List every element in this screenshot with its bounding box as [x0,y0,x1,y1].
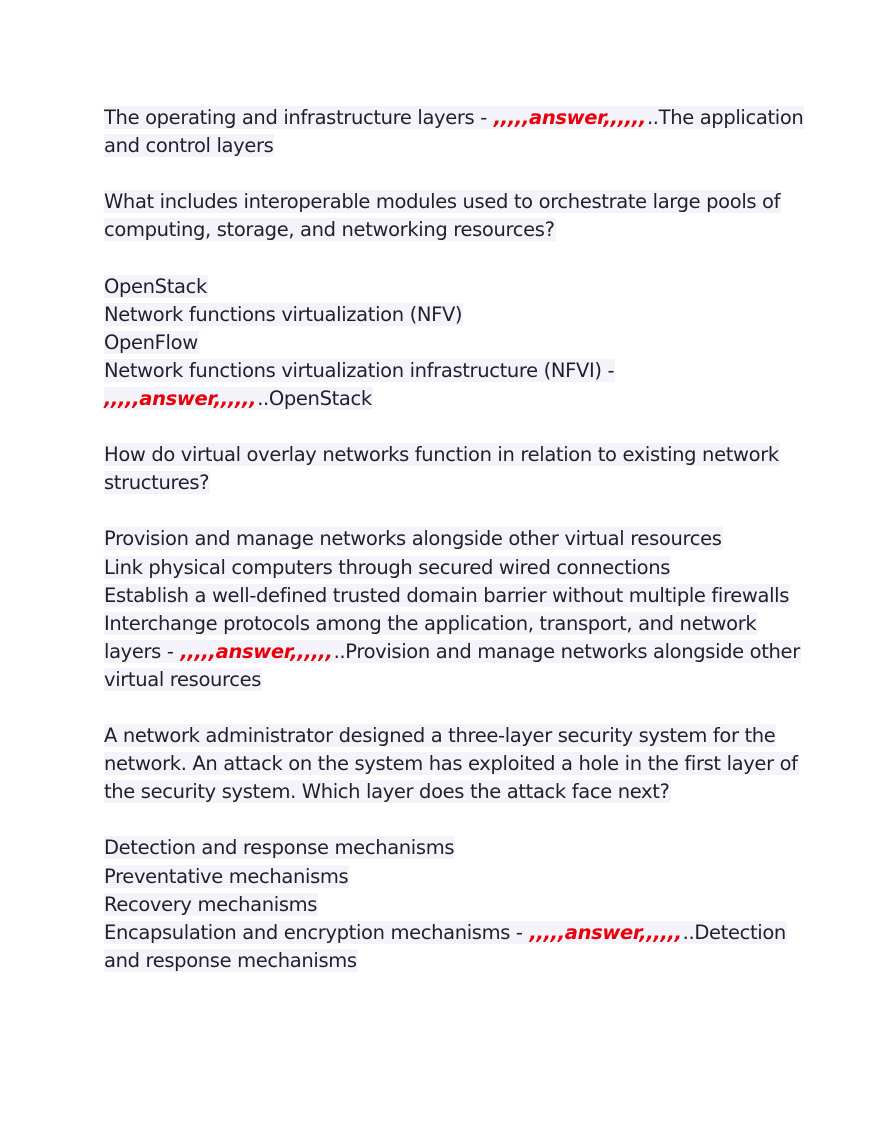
q1-answer-text: ..The application [646,106,804,129]
q2-question-line [104,188,781,216]
answer-marker: ,,,,,answer,,,,,, [529,920,682,944]
answer-marker: ,,,,,answer,,,,,, [104,386,257,410]
q4-answer-line [104,919,786,947]
q1-answer-line [104,104,804,132]
q2-answer-text: ..OpenStack [257,386,372,410]
q2-option-text: OpenFlow [104,330,198,354]
q3-question-text: How do virtual overlay networks function in relation to existing network [104,443,779,467]
q2-option-text: Network functions virtualization infrastructure (NFVI) - [104,358,615,382]
q2-question-text: What includes interoperable modules used to orchestrate large pools of [104,190,781,214]
q3-option [104,582,790,610]
q4-option-text: Detection and response mechanisms [104,836,455,860]
q4-question-line [104,722,774,750]
q2-question-line [104,216,774,244]
q2-question-text: computing, storage, and networking resources? [104,218,555,242]
q2-option [104,301,774,329]
q4-answer-text-cont: and response mechanisms [104,948,357,972]
document-body [104,104,804,975]
q2-option-text: Network functions virtualization (NFV) [104,302,463,326]
q3-answer-continuation [104,666,774,694]
q2-answer-line [104,385,774,413]
q4-option-text: Preventative mechanisms [104,864,349,888]
q2-option [104,273,774,301]
q3-answer-text: ..Provision and manage networks alongside other [333,639,800,663]
q1-answer-text-cont: and control layers [104,134,274,158]
q4-answer-continuation [104,947,774,975]
q4-option [104,891,774,919]
q3-option [104,525,774,553]
q3-option-text: Provision and manage networks alongside other virtual resources [104,527,722,551]
q2-option [104,357,774,385]
q1-text-before-marker: The operating and infrastructure layers - [104,106,493,129]
answer-marker: ,,,,,answer,,,,,, [493,106,646,129]
q4-question-line [104,778,774,806]
q3-answer-line [104,638,800,666]
spacer [104,413,774,441]
q2-option-text: OpenStack [104,274,207,298]
q3-question-text: structures? [104,471,210,495]
q3-option-text: Interchange protocols among the application, transport, and network [104,611,757,635]
q4-option-text: Encapsulation and encryption mechanisms - [104,920,529,944]
q3-option-text-cont: layers - [104,639,180,663]
q4-question-line [104,750,798,778]
answer-marker: ,,,,,answer,,,,,, [180,639,333,663]
q4-question-text: network. An attack on the system has exploited a hole in the first layer of [104,752,798,776]
q4-option-text: Recovery mechanisms [104,892,318,916]
q3-answer-text-cont: virtual resources [104,667,262,691]
q4-option [104,863,774,891]
q1-answer-continuation [104,132,774,160]
q3-option [104,610,774,638]
q3-question-line [104,469,774,497]
spacer [104,806,774,834]
q4-option [104,834,774,862]
q4-answer-text: ..Detection [682,920,786,944]
q3-question-line [104,441,779,469]
q4-question-text: A network administrator designed a three-layer security system for the [104,724,776,748]
spacer [104,497,774,525]
q2-option [104,329,774,357]
spacer [104,244,774,272]
q3-option [104,554,774,582]
q4-question-text: the security system. Which layer does the attack face next? [104,780,670,804]
q3-option-text: Link physical computers through secured wired connections [104,555,671,579]
spacer [104,160,774,188]
spacer [104,694,774,722]
q3-option-text: Establish a well-defined trusted domain barrier without multiple firewalls [104,583,790,607]
